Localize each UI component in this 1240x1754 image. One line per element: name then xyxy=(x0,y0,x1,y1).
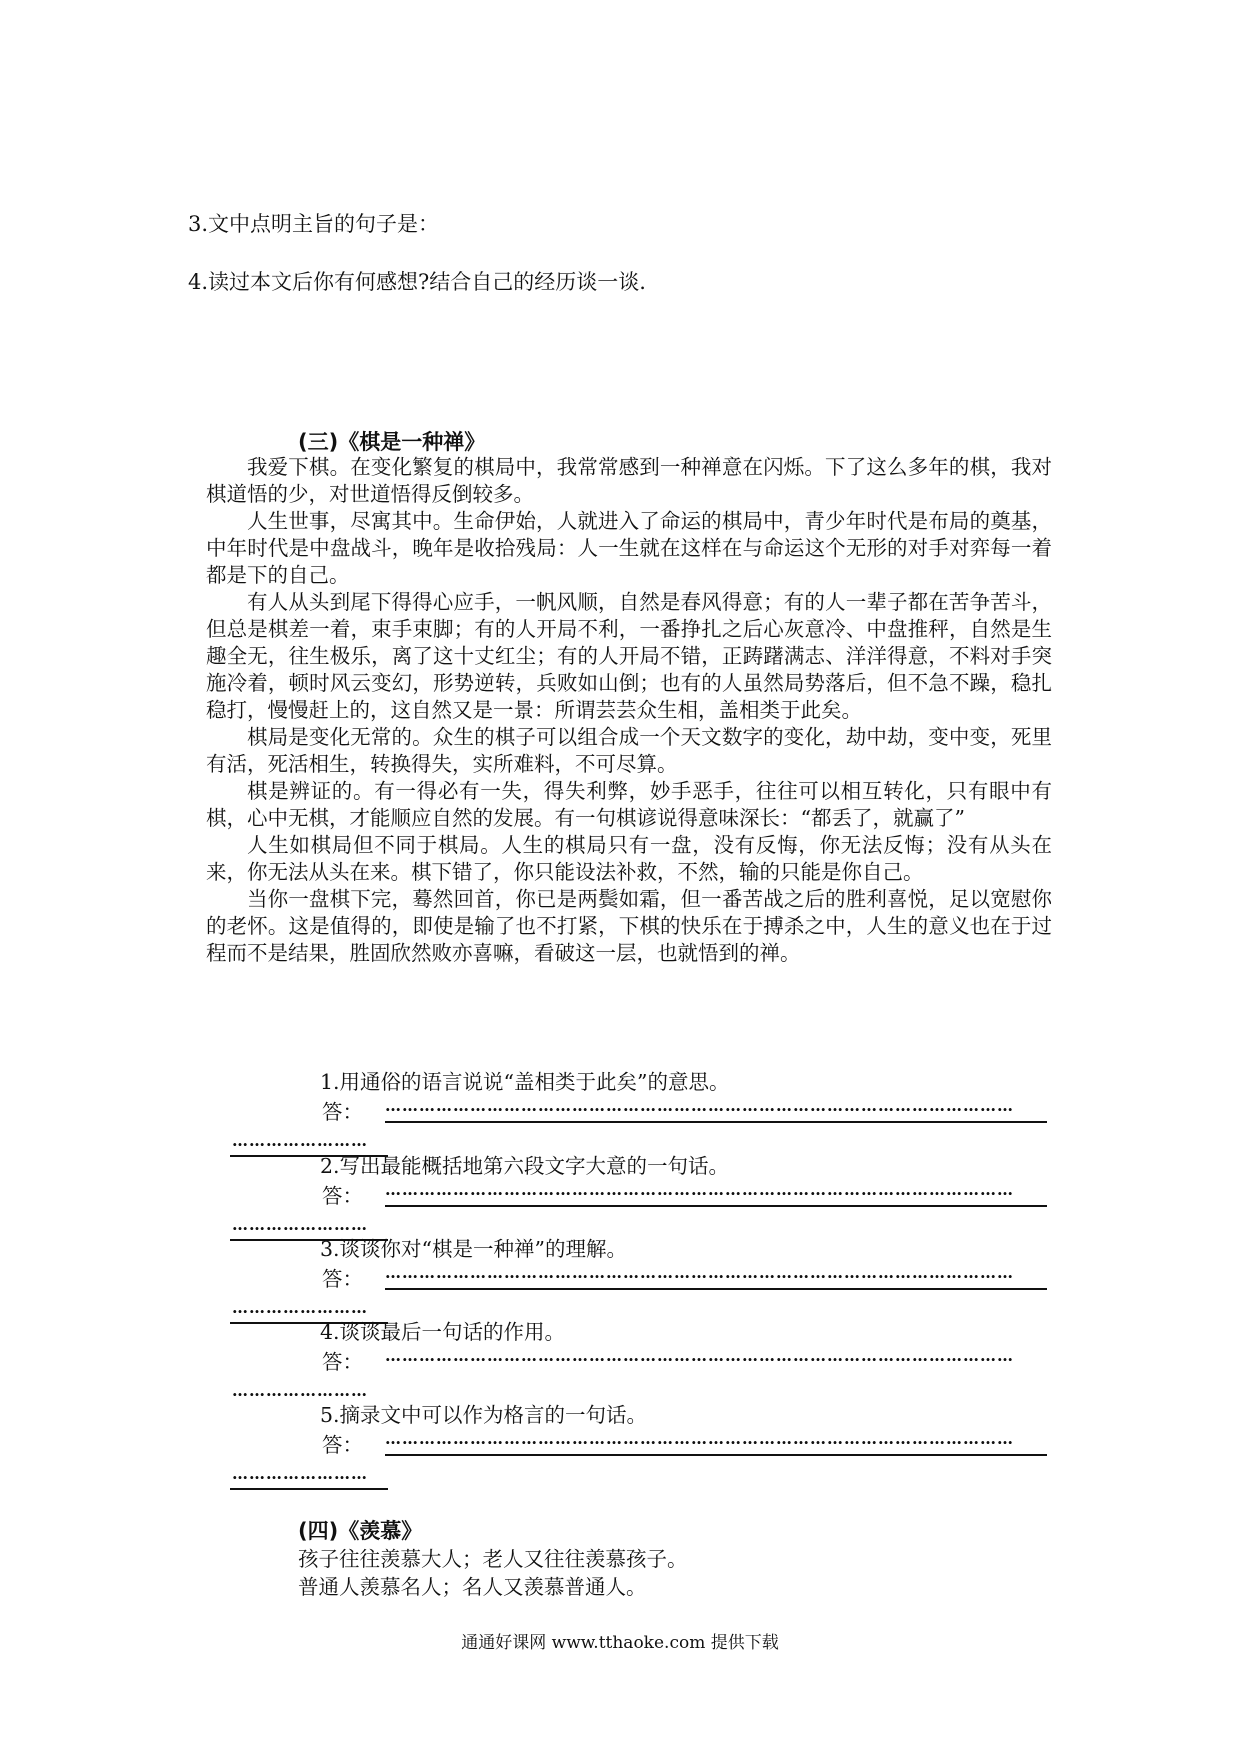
question-3-main-idea: 3.文中点明主旨的句子是： xyxy=(188,212,440,236)
section-4-line-1: 孩子往往羡慕大人；老人又往往羡慕孩子。 xyxy=(298,1547,688,1571)
paragraph-5: 棋是辨证的。有一得必有一失，得失利弊，妙手恶手，往往可以相互转化，只有眼中有棋，心中无棋，才能顺应自然的发展。有一句棋谚说得意味深长：“都丢了，就赢了” xyxy=(206,779,1052,830)
answer-underline xyxy=(385,1121,1047,1123)
paragraph-3: 有人从头到尾下得得心应手，一帆风顺，自然是春风得意；有的人一辈子都在苦争苦斗，但总是棋差一着，束手束脚；有的人开局不利，一番挣扎之后心灰意冷、中盘推秤，自然是生趣全无，往生极乐，离了这十丈红尘；有的人开局不错，正踌躇满志、洋洋得意，不料对手突施冷着，顿时风云变幻，形势逆转，兵败如山倒；也有的人虽然局势落后，但不急不躁，稳扎稳打，慢慢赶上的，这自然又是一景：所谓芸芸众生相，盖相类于此矣。 xyxy=(206,590,1052,722)
answer-line-2[interactable]: …………………… xyxy=(232,1298,368,1317)
answer-line-2[interactable]: …………………… xyxy=(232,1464,368,1483)
answer-line-1[interactable]: ………………………………………………………………………………………………… xyxy=(385,1096,1014,1115)
question-3-text: 3.谈谈你对“棋是一种禅”的理解。 xyxy=(320,1237,628,1261)
question-5-text: 5.摘录文中可以作为格言的一句话。 xyxy=(320,1403,648,1427)
question-2-text: 2.写出最能概括地第六段文字大意的一句话。 xyxy=(320,1154,730,1178)
answer-line-1[interactable]: ………………………………………………………………………………………………… xyxy=(385,1263,1014,1282)
answer-underline xyxy=(230,1488,388,1490)
section-4-title: (四)《羡慕》 xyxy=(298,1519,423,1543)
question-1-text: 1.用通俗的语言说说“盖相类于此矣”的意思。 xyxy=(320,1070,730,1094)
answer-line-2[interactable]: …………………… xyxy=(232,1131,368,1150)
paragraph-2: 人生世事，尽寓其中。生命伊始，人就进入了命运的棋局中，青少年时代是布局的奠基，中年时代是中盘战斗，晚年是收拾残局：人一生就在这样在与命运这个无形的对手对弈每一着都是下的自己。 xyxy=(206,509,1052,587)
page-footer: 通通好课网 www.tthaoke.com 提供下载 xyxy=(461,1633,779,1653)
answer-label: 答： xyxy=(322,1350,363,1374)
answer-line-1[interactable]: ………………………………………………………………………………………………… xyxy=(385,1429,1014,1448)
answer-label: 答： xyxy=(322,1100,363,1124)
answer-line-1[interactable]: ………………………………………………………………………………………………… xyxy=(385,1346,1014,1365)
answer-line-1[interactable]: ………………………………………………………………………………………………… xyxy=(385,1180,1014,1199)
answer-label: 答： xyxy=(322,1267,363,1291)
answer-underline xyxy=(385,1454,1047,1456)
paragraph-6: 人生如棋局但不同于棋局。人生的棋局只有一盘，没有反悔，你无法反悔；没有从头在来，你无法从头在来。棋下错了，你只能设法补救，不然，输的只能是你自己。 xyxy=(206,833,1052,884)
paragraph-4: 棋局是变化无常的。众生的棋子可以组合成一个天文数字的变化，劫中劫，变中变，死里有活，死活相生，转换得失，实所难料，不可尽算。 xyxy=(206,725,1052,776)
answer-underline xyxy=(385,1288,1047,1290)
answer-line-2[interactable]: …………………… xyxy=(232,1215,368,1234)
section-4-passage xyxy=(298,1545,688,1601)
question-4-reflection: 4.读过本文后你有何感想?结合自己的经历谈一谈. xyxy=(188,270,646,294)
question-4-text: 4.谈谈最后一句话的作用。 xyxy=(320,1320,566,1344)
section-3-passage xyxy=(206,454,1052,967)
answer-label: 答： xyxy=(322,1184,363,1208)
section-3-title: (三)《棋是一种禅》 xyxy=(298,430,486,454)
answer-underline xyxy=(385,1205,1047,1207)
answer-line-2[interactable]: …………………… xyxy=(232,1381,368,1400)
section-4-line-2: 普通人羡慕名人；名人又羡慕普通人。 xyxy=(298,1575,647,1599)
paragraph-1: 我爱下棋。在变化繁复的棋局中，我常常感到一种禅意在闪烁。下了这么多年的棋，我对棋道悟的少，对世道悟得反倒较多。 xyxy=(206,455,1052,506)
paragraph-7: 当你一盘棋下完，蓦然回首，你已是两鬓如霜，但一番苦战之后的胜利喜悦，足以宽慰你的老怀。这是值得的，即使是输了也不打紧，下棋的快乐在于搏杀之中，人生的意义也在于过程而不是结果，胜固欣然败亦喜嘛，看破这一层，也就悟到的禅。 xyxy=(206,887,1052,965)
answer-label: 答： xyxy=(322,1433,363,1457)
